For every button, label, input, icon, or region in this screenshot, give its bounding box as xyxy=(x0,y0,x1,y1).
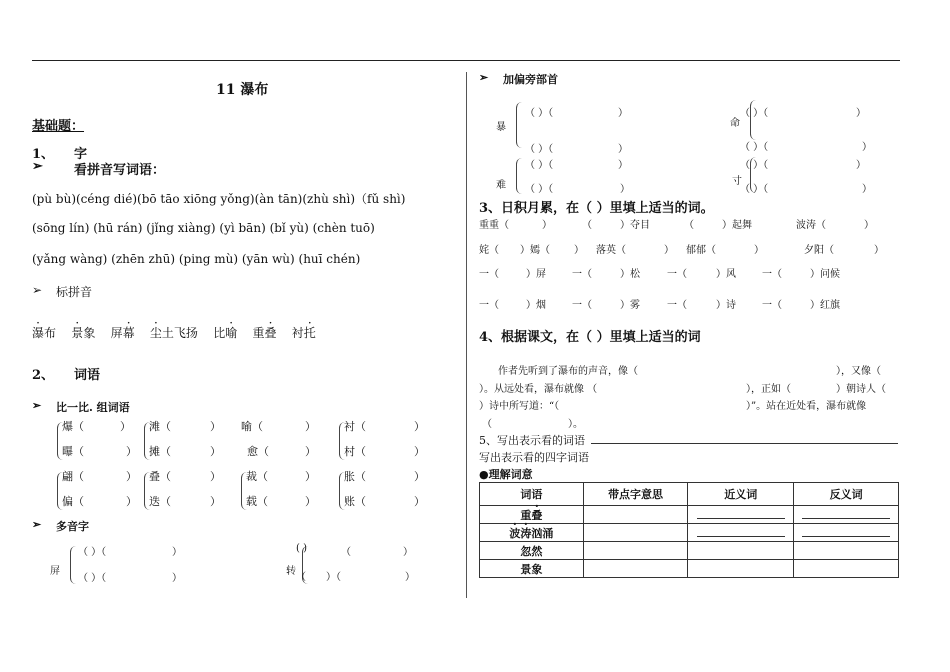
table-row xyxy=(480,542,899,560)
q4-p1b: ），又像（ xyxy=(836,366,881,377)
q4-p4b: ）。 xyxy=(568,419,583,430)
meaning-cell[interactable] xyxy=(583,542,688,560)
close-paren: ） xyxy=(305,445,316,458)
q3-r4-f: ）诗 xyxy=(716,300,736,311)
word-chentu: 尘土飞扬 xyxy=(149,326,198,340)
header-meaning: 带点字意思 xyxy=(583,483,688,506)
poly-right-item-1: ( ) xyxy=(296,543,307,554)
compare-1-top: 爆（ xyxy=(62,420,84,433)
q3-r3-b: ）屏 xyxy=(526,269,546,280)
q3-r2-i: ） xyxy=(874,245,884,256)
radical-char-a: 暴 xyxy=(496,122,506,133)
q3-r4-h: ）红旗 xyxy=(810,300,840,311)
radical-char-b: 命 xyxy=(730,118,740,129)
label-pinyin: 标拼音 xyxy=(56,285,93,299)
compare-3-bottom: 愈（ xyxy=(247,445,269,458)
q4-p2a: ）。从远处看，瀑布就像 （ xyxy=(479,384,598,395)
meaning-cell[interactable] xyxy=(583,560,688,578)
compare-4-top: 衬（ xyxy=(344,420,366,433)
q3-r2-a: 姹（ xyxy=(479,245,499,256)
arrow-bullet-icon: ➢ xyxy=(32,518,42,531)
q3-r1-g: 波涛（ xyxy=(796,220,826,231)
compare-2-bottom: 摊（ xyxy=(149,445,171,458)
q3-r1-a: 重重（ xyxy=(479,220,509,231)
radical-d-1: （ ）（ xyxy=(740,160,769,171)
word-jingxiang: 景象 xyxy=(71,326,96,340)
poly-left-item-2: （ ）（ xyxy=(78,573,107,584)
q3-r2-c: ） xyxy=(574,245,584,256)
section-basic: 基础题： xyxy=(32,119,85,134)
q5-label: 5、写出表示看的词语 xyxy=(479,434,585,447)
compare-8-bottom: 账（ xyxy=(344,495,366,508)
q3-heading: 3、日积月累，在（ ）里填上适当的词。 xyxy=(479,201,714,216)
q3-r1-f: ）起舞 xyxy=(722,220,752,231)
radical-c-2: （ ）（ xyxy=(525,184,554,195)
q3-r3-g: 一（ xyxy=(762,269,782,280)
pinyin-row-1: (pù bù)(céng dié)(bō tāo xiōng yǒng)(àn tān)(zhù shì)（fǔ shì) xyxy=(32,192,406,206)
pinyin-row-2: (sōng lín) (hū rán) (jǐng xiàng) (yì bān) (bǐ yù) (chèn tuō) xyxy=(32,221,375,235)
synonym-cell[interactable] xyxy=(688,542,794,560)
close-paren: ） xyxy=(305,495,316,508)
q3-r3-c: 一（ xyxy=(572,269,592,280)
header-word: 词语 xyxy=(480,483,584,506)
q2-number: 2、 xyxy=(32,368,55,383)
header-antonym: 反义词 xyxy=(794,483,899,506)
q2-label: 词语 xyxy=(74,368,101,383)
table-row xyxy=(480,506,899,524)
antonym-cell[interactable] xyxy=(794,506,899,524)
synonym-cell[interactable] xyxy=(688,524,794,542)
pinyin-words xyxy=(32,324,316,341)
close-paren: ） xyxy=(126,445,137,458)
close-paren: ） xyxy=(618,144,628,155)
close-paren: ） xyxy=(172,547,182,558)
radical-label: 加偏旁部首 xyxy=(503,73,558,86)
compare-6-bottom: 迭（ xyxy=(149,495,171,508)
arrow-bullet-icon: ➢ xyxy=(32,399,42,412)
table-row xyxy=(480,524,899,542)
q3-r2-h: 夕阳（ xyxy=(804,245,834,256)
synonym-cell[interactable] xyxy=(688,560,794,578)
q3-r4-e: 一（ xyxy=(667,300,687,311)
close-paren: ） xyxy=(305,420,316,433)
q3-r1-d: ）夺目 xyxy=(620,220,650,231)
poly-right-char: 转 xyxy=(286,566,296,577)
q3-r2-d: 落英（ xyxy=(596,245,626,256)
close-paren: ） xyxy=(856,108,866,119)
word-cell: 景象 xyxy=(480,560,584,578)
q3-r1-e: （ xyxy=(684,220,694,231)
word-cell: 忽然 xyxy=(480,542,584,560)
arrow-bullet-icon: ➢ xyxy=(479,71,489,84)
arrow-outline-icon: ➢ xyxy=(32,283,43,297)
compare-1-bottom: 曝（ xyxy=(62,445,84,458)
q3-r3-d: ）松 xyxy=(620,269,640,280)
q4-p1a: 作者先听到了瀑布的声音，像（ xyxy=(498,366,638,377)
close-paren: ） xyxy=(210,445,221,458)
compare-5-top: 翩（ xyxy=(62,470,84,483)
close-paren: ） xyxy=(620,184,630,195)
q3-r4-b: ）烟 xyxy=(526,300,546,311)
compare-6-top: 叠（ xyxy=(149,470,171,483)
radical-b-2: （ ）（ xyxy=(740,142,769,153)
word-chongdie: 重叠 xyxy=(252,326,277,340)
poly-right-item-1-word: （ xyxy=(341,547,351,558)
meaning-cell[interactable] xyxy=(583,506,688,524)
q3-r2-b: ）嫣（ xyxy=(520,245,550,256)
compare-7-bottom: 载（ xyxy=(246,495,268,508)
page-title: 11 瀑布 xyxy=(216,82,269,98)
word-cell: 波涛汹涌 xyxy=(480,524,584,542)
q4-p3b: ）”。站在近处看，瀑布就像 xyxy=(746,401,867,412)
word-pubu: 瀑布 xyxy=(32,326,57,340)
close-paren: ） xyxy=(862,142,872,153)
top-rule xyxy=(32,60,900,61)
q1-label: 字 xyxy=(74,147,88,162)
meaning-cell[interactable] xyxy=(583,524,688,542)
word-biyu: 比喻 xyxy=(213,326,238,340)
close-paren: ） xyxy=(414,495,425,508)
poly-left-char: 屏 xyxy=(50,566,60,577)
word-pingmu: 屏幕 xyxy=(110,326,135,340)
q3-r1-b: ） xyxy=(542,220,552,231)
word-chentuo: 衬托 xyxy=(291,326,316,340)
poly-left-item-1: （ ）（ xyxy=(78,547,107,558)
arrow-bullet-icon: ➢ xyxy=(32,159,43,174)
q3-r3-e: 一（ xyxy=(667,269,687,280)
close-paren: ） xyxy=(618,108,628,119)
understand-label: ●理解词意 xyxy=(479,468,533,481)
close-paren: ） xyxy=(856,160,866,171)
brace-icon xyxy=(516,158,525,194)
q3-r2-g: ） xyxy=(754,245,764,256)
q3-r2-f: 郁郁（ xyxy=(686,245,716,256)
table-row xyxy=(480,560,899,578)
radical-a-2: （ ）（ xyxy=(525,144,554,155)
vocab-table xyxy=(479,482,899,578)
radical-b-1: （ ）（ xyxy=(740,108,769,119)
close-paren: ） xyxy=(414,445,425,458)
q3-r1-h: ） xyxy=(864,220,874,231)
close-paren: ） xyxy=(405,572,415,583)
close-paren: ） xyxy=(126,495,137,508)
close-paren: ） xyxy=(210,420,221,433)
q5-answer-line[interactable] xyxy=(591,443,898,444)
close-paren: ） xyxy=(126,470,137,483)
close-paren: ） xyxy=(862,184,872,195)
q3-r3-h: ）问候 xyxy=(810,269,840,280)
q4-heading: 4、根据课文，在（ ）里填上适当的词 xyxy=(479,330,701,345)
q5b-label: 写出表示看的四字词语 xyxy=(479,451,589,464)
close-paren: ） xyxy=(120,420,131,433)
compare-3-top: 喻（ xyxy=(241,420,263,433)
poly-right-item-2-word: ）（ xyxy=(326,572,341,583)
antonym-cell[interactable] xyxy=(794,524,899,542)
q4-p3a: ）诗中所写道：“（ xyxy=(479,401,560,412)
polyphone-label: 多音字 xyxy=(56,520,89,533)
compare-2-top: 滩（ xyxy=(149,420,171,433)
q4-p2b: ），正如（ xyxy=(746,384,791,395)
close-paren: ） xyxy=(414,470,425,483)
q4-p2c: ）朝诗人（ xyxy=(836,384,886,395)
radical-d-2: （ ）（ xyxy=(740,184,769,195)
close-paren: ） xyxy=(210,470,221,483)
poly-right-item-2: （ xyxy=(296,572,306,583)
radical-char-d: 寸 xyxy=(732,176,742,187)
q1-sub-label: 看拼音写词语： xyxy=(74,163,166,178)
close-paren: ） xyxy=(414,420,425,433)
q3-r4-g: 一（ xyxy=(762,300,782,311)
q3-r2-e: ） xyxy=(664,245,674,256)
radical-c-1: （ ）（ xyxy=(525,160,554,171)
q4-p4a: （ xyxy=(482,419,492,430)
column-divider xyxy=(466,72,467,598)
table-header-row xyxy=(480,483,899,506)
q3-r4-d: ）雾 xyxy=(620,300,640,311)
pinyin-row-3: (yǎng wàng) (zhēn zhū) (ping mù) (yān wù) (huī chén) xyxy=(32,252,361,266)
radical-a-1: （ ）（ xyxy=(525,108,554,119)
compare-4-bottom: 村（ xyxy=(344,445,366,458)
close-paren: ） xyxy=(305,470,316,483)
header-synonym: 近义词 xyxy=(688,483,794,506)
close-paren: ） xyxy=(172,573,182,584)
compare-label: 比一比. 组词语 xyxy=(56,401,130,414)
q3-r3-f: ）风 xyxy=(716,269,736,280)
antonym-cell[interactable] xyxy=(794,542,899,560)
close-paren: ） xyxy=(403,547,413,558)
q3-r4-a: 一（ xyxy=(479,300,499,311)
compare-8-top: 胀（ xyxy=(344,470,366,483)
q3-r4-c: 一（ xyxy=(572,300,592,311)
q1-number: 1、 xyxy=(32,147,55,162)
brace-icon xyxy=(516,102,525,148)
compare-5-bottom: 偏（ xyxy=(62,495,84,508)
close-paren: ） xyxy=(618,160,628,171)
close-paren: ） xyxy=(210,495,221,508)
q3-r3-a: 一（ xyxy=(479,269,499,280)
antonym-cell[interactable] xyxy=(794,560,899,578)
word-cell: 重叠 xyxy=(480,506,584,524)
q3-r1-c: （ xyxy=(582,220,592,231)
compare-7-top: 裁（ xyxy=(246,470,268,483)
radical-char-c: 难 xyxy=(496,180,506,191)
synonym-cell[interactable] xyxy=(688,506,794,524)
